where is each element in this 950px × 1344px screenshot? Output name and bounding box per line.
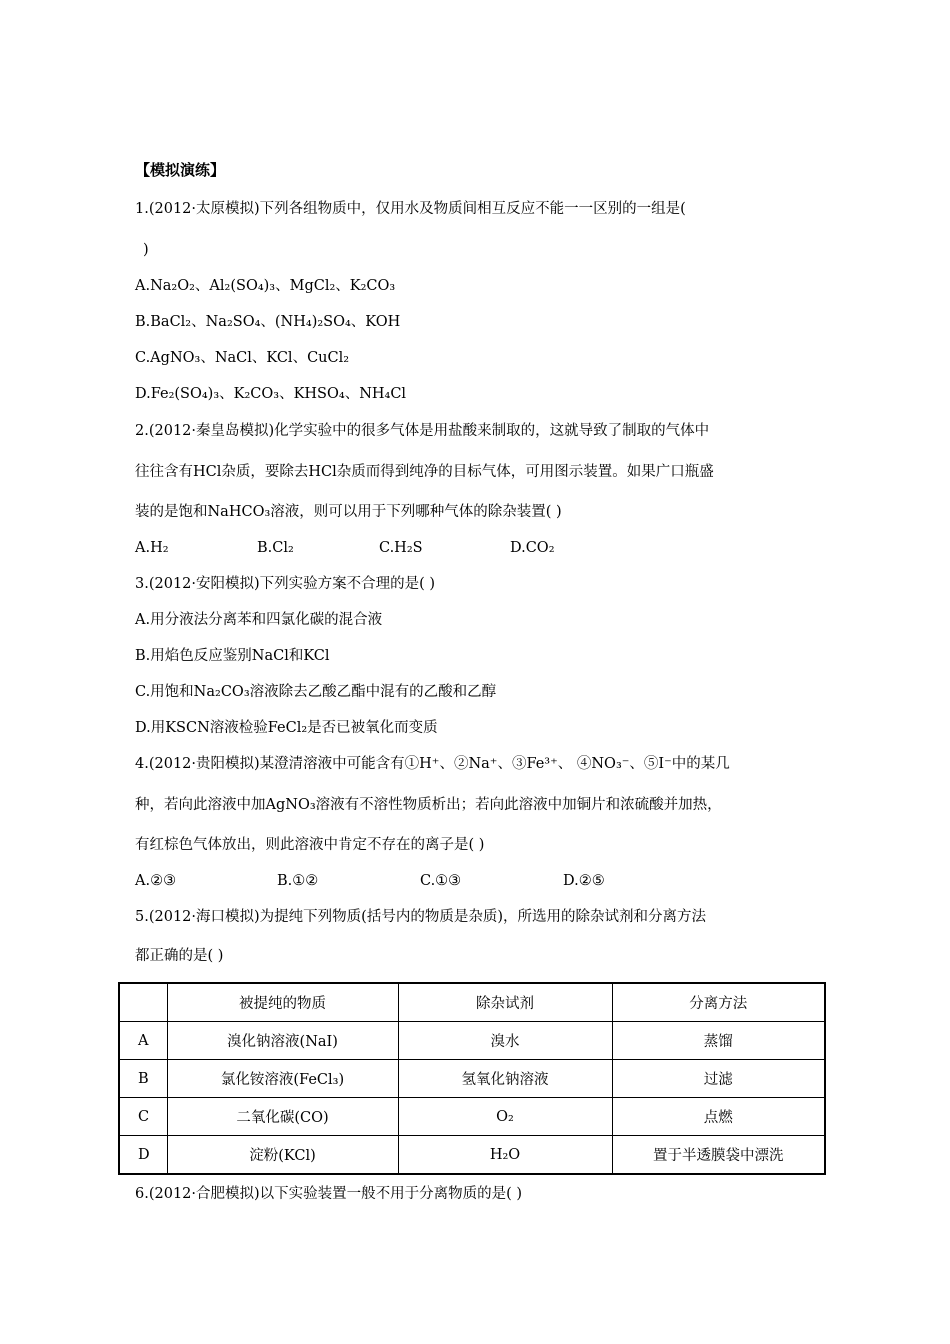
question-2-option-c: C.H₂S <box>379 540 423 556</box>
question-2-options <box>135 538 555 558</box>
question-4-option-b: B.①② <box>277 873 319 889</box>
question-4-stem: 4.(2012·贵阳模拟)某澄清溶液中可能含有①H⁺、②Na⁺、③Fe³⁺、 ④NO₃⁻、⑤I⁻中的某几 <box>135 756 730 772</box>
table-row <box>119 1060 825 1098</box>
table-row <box>119 1098 825 1136</box>
question-5-table <box>118 982 826 1175</box>
table-cell: 点燃 <box>612 1098 825 1136</box>
table-header-cell: 除杂试剂 <box>398 983 612 1022</box>
table-cell: 氢氧化钠溶液 <box>398 1060 612 1098</box>
table-cell: 淀粉(KCl) <box>167 1136 398 1175</box>
question-1-stem-cont: ) <box>143 242 149 258</box>
question-3-option-d: D.用KSCN溶液检验FeCl₂是否已被氧化而变质 <box>135 720 438 736</box>
question-4-stem-cont-1: 种，若向此溶液中加AgNO₃溶液有不溶性物质析出；若向此溶液中加铜片和浓硫酸并加热， <box>135 797 722 813</box>
table-cell: O₂ <box>398 1098 612 1136</box>
question-3-option-a: A.用分液法分离苯和四氯化碳的混合液 <box>135 612 383 628</box>
table-cell: 溴水 <box>398 1022 612 1060</box>
question-1-stem: 1.(2012·太原模拟)下列各组物质中，仅用水及物质间相互反应不能一一区别的一组是( <box>135 201 686 217</box>
question-5-stem-cont: 都正确的是( ) <box>135 948 224 964</box>
table-cell-label: B <box>119 1060 167 1098</box>
question-2-stem: 2.(2012·秦皇岛模拟)化学实验中的很多气体是用盐酸来制取的，这就导致了制取的气体中 <box>135 423 710 439</box>
table-cell-label: C <box>119 1098 167 1136</box>
section-title: 【模拟演练】 <box>135 161 226 179</box>
table-header-row <box>119 983 825 1022</box>
table-cell: H₂O <box>398 1136 612 1175</box>
table-cell: 过滤 <box>612 1060 825 1098</box>
question-3-stem: 3.(2012·安阳模拟)下列实验方案不合理的是( ) <box>135 576 436 592</box>
table-cell: 溴化钠溶液(NaI) <box>167 1022 398 1060</box>
table-cell: 二氧化碳(CO) <box>167 1098 398 1136</box>
question-2-stem-cont-2: 装的是饱和NaHCO₃溶液，则可以用于下列哪种气体的除杂装置( ) <box>135 504 562 520</box>
question-2-option-a: A.H₂ <box>135 540 169 556</box>
table-cell: 蒸馏 <box>612 1022 825 1060</box>
table-header-cell: 分离方法 <box>612 983 825 1022</box>
table-header-cell: 被提纯的物质 <box>167 983 398 1022</box>
question-3-option-c: C.用饱和Na₂CO₃溶液除去乙酸乙酯中混有的乙酸和乙醇 <box>135 684 497 700</box>
table-cell-label: A <box>119 1022 167 1060</box>
question-6-stem: 6.(2012·合肥模拟)以下实验装置一般不用于分离物质的是( ) <box>135 1186 523 1202</box>
table-cell-label: D <box>119 1136 167 1175</box>
question-2-option-b: B.Cl₂ <box>257 540 294 556</box>
question-4-option-a: A.②③ <box>135 873 177 889</box>
question-5-stem: 5.(2012·海口模拟)为提纯下列物质(括号内的物质是杂质)，所选用的除杂试剂和分离方法 <box>135 909 706 925</box>
question-1-option-b: B.BaCl₂、Na₂SO₄、(NH₄)₂SO₄、KOH <box>135 314 401 330</box>
table-header-cell <box>119 983 167 1022</box>
question-2-option-d: D.CO₂ <box>510 540 555 556</box>
table-row <box>119 1022 825 1060</box>
question-4-options <box>135 871 605 891</box>
table-cell: 氯化铵溶液(FeCl₃) <box>167 1060 398 1098</box>
question-1-option-c: C.AgNO₃、NaCl、KCl、CuCl₂ <box>135 350 350 366</box>
question-4-option-d: D.②⑤ <box>563 873 605 889</box>
table-cell: 置于半透膜袋中漂洗 <box>612 1136 825 1175</box>
question-4-stem-cont-2: 有红棕色气体放出，则此溶液中肯定不存在的离子是( ) <box>135 837 485 853</box>
question-3-option-b: B.用焰色反应鉴别NaCl和KCl <box>135 648 330 664</box>
question-2-stem-cont-1: 往往含有HCl杂质，要除去HCl杂质而得到纯净的目标气体，可用图示装置。如果广口瓶盛 <box>135 464 714 480</box>
question-4-option-c: C.①③ <box>420 873 462 889</box>
question-1-option-a: A.Na₂O₂、Al₂(SO₄)₃、MgCl₂、K₂CO₃ <box>135 278 396 294</box>
table-row <box>119 1136 825 1175</box>
question-1-option-d: D.Fe₂(SO₄)₃、K₂CO₃、KHSO₄、NH₄Cl <box>135 386 407 402</box>
